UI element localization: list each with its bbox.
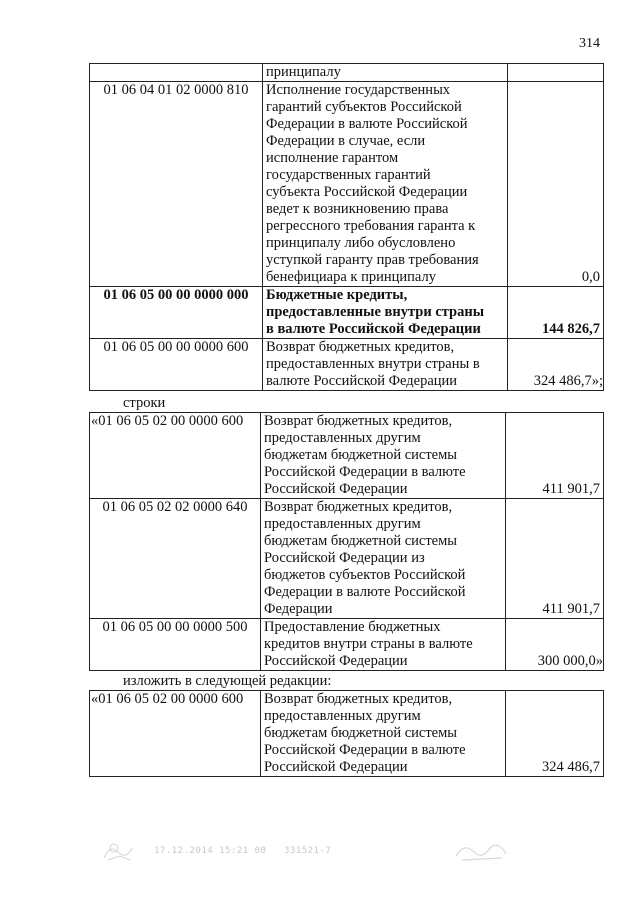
- connector-text-new-edition: изложить в следующей редакции:: [123, 673, 332, 689]
- row-code: 01 06 05 00 00 0000 000: [90, 287, 263, 339]
- page-number: 314: [579, 36, 600, 51]
- table-row: [90, 64, 604, 82]
- table-row: [90, 619, 604, 671]
- row-description: Возврат бюджетных кредитов, предоставленных другим бюджетам бюджетной системы Российской Федерации в валюте Российской Федерации: [261, 413, 506, 499]
- table-row: [90, 82, 604, 287]
- connector-text-lines: строки: [123, 395, 166, 411]
- row-code: 01 06 05 00 00 0000 600: [90, 339, 263, 391]
- row-amount: 324 486,7»;: [508, 339, 604, 391]
- row-description: Бюджетные кредиты, предоставленные внутри страны в валюте Российской Федерации: [263, 287, 508, 339]
- table-row: [90, 339, 604, 391]
- footer-doc-code: 331521-7: [284, 846, 332, 856]
- row-description: Исполнение государственных гарантий субъектов Российской Федерации в валюте Российской Федерации в случае, если исполнение гарантом государственных гарантий субъекта Российской Федерации ведет к возникновению права регрессного требования гаранта к принципалу либо обусловлено уступкой гаранту прав требования бенефициара к принципалу: [263, 82, 508, 287]
- table-continuation: [89, 63, 604, 391]
- faint-stamp-mark: [100, 838, 144, 864]
- row-amount: [508, 64, 604, 82]
- row-description: Возврат бюджетных кредитов, предоставленных другим бюджетам бюджетной системы Российской Федерации в валюте Российской Федерации: [261, 691, 506, 777]
- row-description: Предоставление бюджетных кредитов внутри страны в валюте Российской Федерации: [261, 619, 506, 671]
- row-code: 01 06 04 01 02 0000 810: [90, 82, 263, 287]
- row-code: [90, 64, 263, 82]
- row-amount: 324 486,7: [506, 691, 604, 777]
- faint-barcode-mark: [452, 838, 512, 864]
- row-amount: 0,0: [508, 82, 604, 287]
- row-description: Возврат бюджетных кредитов, предоставленных другим бюджетам бюджетной системы Российской Федерации из бюджетов субъектов Российской Федерации в валюте Российской Федерации: [261, 499, 506, 619]
- table-new-edition: [89, 690, 604, 777]
- table-row: [90, 499, 604, 619]
- row-amount: 411 901,7: [506, 413, 604, 499]
- row-code: 01 06 05 02 02 0000 640: [90, 499, 261, 619]
- table-row: [90, 287, 604, 339]
- row-amount: 411 901,7: [506, 499, 604, 619]
- row-description: принципалу: [263, 64, 508, 82]
- row-code: «01 06 05 02 00 0000 600: [90, 691, 261, 777]
- row-amount: 300 000,0»: [506, 619, 604, 671]
- table-row: [90, 691, 604, 777]
- row-code: «01 06 05 02 00 0000 600: [90, 413, 261, 499]
- row-description: Возврат бюджетных кредитов, предоставленных внутри страны в валюте Российской Федерации: [263, 339, 508, 391]
- table-lines-to-replace: [89, 412, 604, 671]
- footer-timestamp: 17.12.2014 15:21 00: [154, 846, 267, 856]
- row-code: 01 06 05 00 00 0000 500: [90, 619, 261, 671]
- table-row: [90, 413, 604, 499]
- row-amount: 144 826,7: [508, 287, 604, 339]
